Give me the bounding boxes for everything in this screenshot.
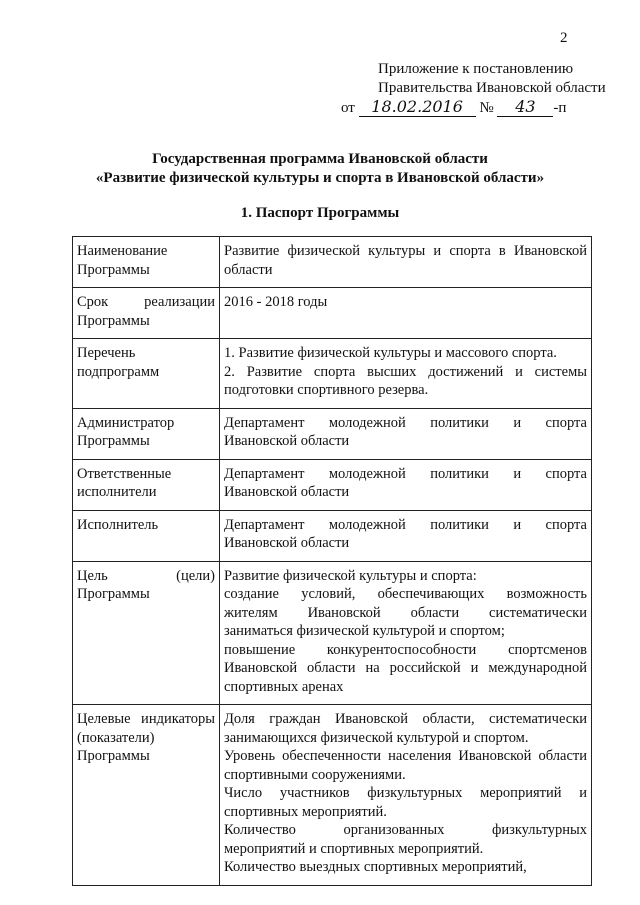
appendix-block xyxy=(341,60,606,118)
handwritten-date: 18.02.2016 xyxy=(359,98,476,117)
row-value-line: жителям Ивановской области систематически xyxy=(224,604,587,621)
row-value-line: Департамент молодежной политики и спорта xyxy=(224,465,587,482)
row-label-line: Программы xyxy=(77,433,150,449)
row-value-line: создание условий, обеспечивающих возможность xyxy=(224,586,587,602)
row-value-line: Департамент молодежной политики и спорта xyxy=(224,516,587,533)
row-value-line: 2016 - 2018 годы xyxy=(224,294,328,310)
row-value-line: 1. Развитие физической культуры и массового спорта. xyxy=(224,345,557,361)
row-label-line: Наименование xyxy=(77,243,168,259)
row-value-cell xyxy=(220,510,592,561)
row-label-line: Программы xyxy=(77,748,150,764)
row-value-line: Количество организованных физкультурных xyxy=(224,822,587,838)
appendix-line-2: Правительства Ивановской области xyxy=(378,80,606,96)
row-label-line: Перечень xyxy=(77,345,136,361)
row-value-cell xyxy=(220,459,592,510)
table-row xyxy=(73,561,592,705)
row-value-cell xyxy=(220,561,592,705)
passport-table xyxy=(72,236,592,886)
row-value-line: Ивановской области xyxy=(224,433,350,449)
row-value-line: подготовки спортивного резерва. xyxy=(224,382,429,398)
row-label-cell xyxy=(73,510,220,561)
table-row xyxy=(73,288,592,339)
number-suffix: -п xyxy=(553,100,567,116)
table-row xyxy=(73,705,592,886)
row-value-line: Количество выездных спортивных мероприятий, xyxy=(224,859,527,875)
row-label-cell xyxy=(73,561,220,705)
row-value-line: Ивановской области на российской и международной xyxy=(224,660,587,676)
row-label-cell xyxy=(73,288,220,339)
row-value-line: Уровень обеспеченности населения Ивановской области xyxy=(224,748,587,764)
row-label-line: Исполнитель xyxy=(77,516,159,533)
row-value-cell xyxy=(220,288,592,339)
table-row xyxy=(73,237,592,288)
row-value-line: повышение конкурентоспособности спортсменов xyxy=(224,641,587,658)
title-line-1: Государственная программа Ивановской области xyxy=(152,151,488,167)
section-heading: 1. Паспорт Программы xyxy=(240,205,400,221)
row-label-line: подпрограмм xyxy=(77,363,160,380)
row-value-line: 2. Развитие спорта высших достижений и системы xyxy=(224,363,587,380)
row-label-line: Цель (цели) xyxy=(77,567,215,584)
row-label-line: Администратор xyxy=(77,414,175,431)
row-label-line: Программы xyxy=(77,586,150,602)
row-label-cell xyxy=(73,459,220,510)
row-label-cell xyxy=(73,408,220,459)
row-label-line: Ответственные xyxy=(77,465,172,482)
document-title xyxy=(0,150,640,188)
row-value-line: Развитие физической культуры и спорта: xyxy=(224,567,477,584)
row-value-cell xyxy=(220,237,592,288)
row-label-line: исполнители xyxy=(77,484,157,500)
row-value-line: занимающихся физической культурой и спортом. xyxy=(224,729,529,746)
table-row xyxy=(73,339,592,409)
page-number: 2 xyxy=(560,30,568,46)
row-label-line: Программы xyxy=(77,312,150,329)
row-value-line: спортивных мероприятий. xyxy=(224,803,387,820)
row-value-cell xyxy=(220,339,592,409)
from-label: от xyxy=(341,100,355,116)
row-label-cell xyxy=(73,237,220,288)
title-line-2: «Развитие физической культуры и спорта в Ивановской области» xyxy=(95,170,545,186)
appendix-line-3 xyxy=(341,98,606,118)
row-value-line: заниматься физической культурой и спортом; xyxy=(224,623,505,639)
appendix-line-1: Приложение к постановлению xyxy=(378,61,574,77)
row-value-line: мероприятий и спортивных мероприятий. xyxy=(224,840,484,857)
table-row xyxy=(73,510,592,561)
handwritten-number: 43 xyxy=(497,98,553,117)
table-row xyxy=(73,408,592,459)
table-row xyxy=(73,459,592,510)
row-value-line: спортивными сооружениями. xyxy=(224,766,406,783)
row-value-line: Департамент молодежной политики и спорта xyxy=(224,414,587,431)
row-label-line: Целевые индикаторы xyxy=(77,711,215,727)
row-value-line: Ивановской области xyxy=(224,535,350,551)
row-value-line: Число участников физкультурных мероприятий и xyxy=(224,785,587,801)
row-label-cell xyxy=(73,705,220,886)
row-value-cell xyxy=(220,408,592,459)
row-label-cell xyxy=(73,339,220,409)
row-value-line: Развитие физической культуры и спорта в Ивановской xyxy=(224,243,587,259)
row-value-line: области xyxy=(224,261,273,278)
row-value-cell xyxy=(220,705,592,886)
row-value-line: Ивановской области xyxy=(224,484,350,500)
row-value-line: Доля граждан Ивановской области, систематически xyxy=(224,711,587,727)
row-label-line: (показатели) xyxy=(77,729,155,746)
row-value-line: спортивных аренах xyxy=(224,678,344,695)
row-label-line: Срок реализации xyxy=(77,294,215,310)
number-label: № xyxy=(479,100,494,116)
row-label-line: Программы xyxy=(77,261,150,278)
